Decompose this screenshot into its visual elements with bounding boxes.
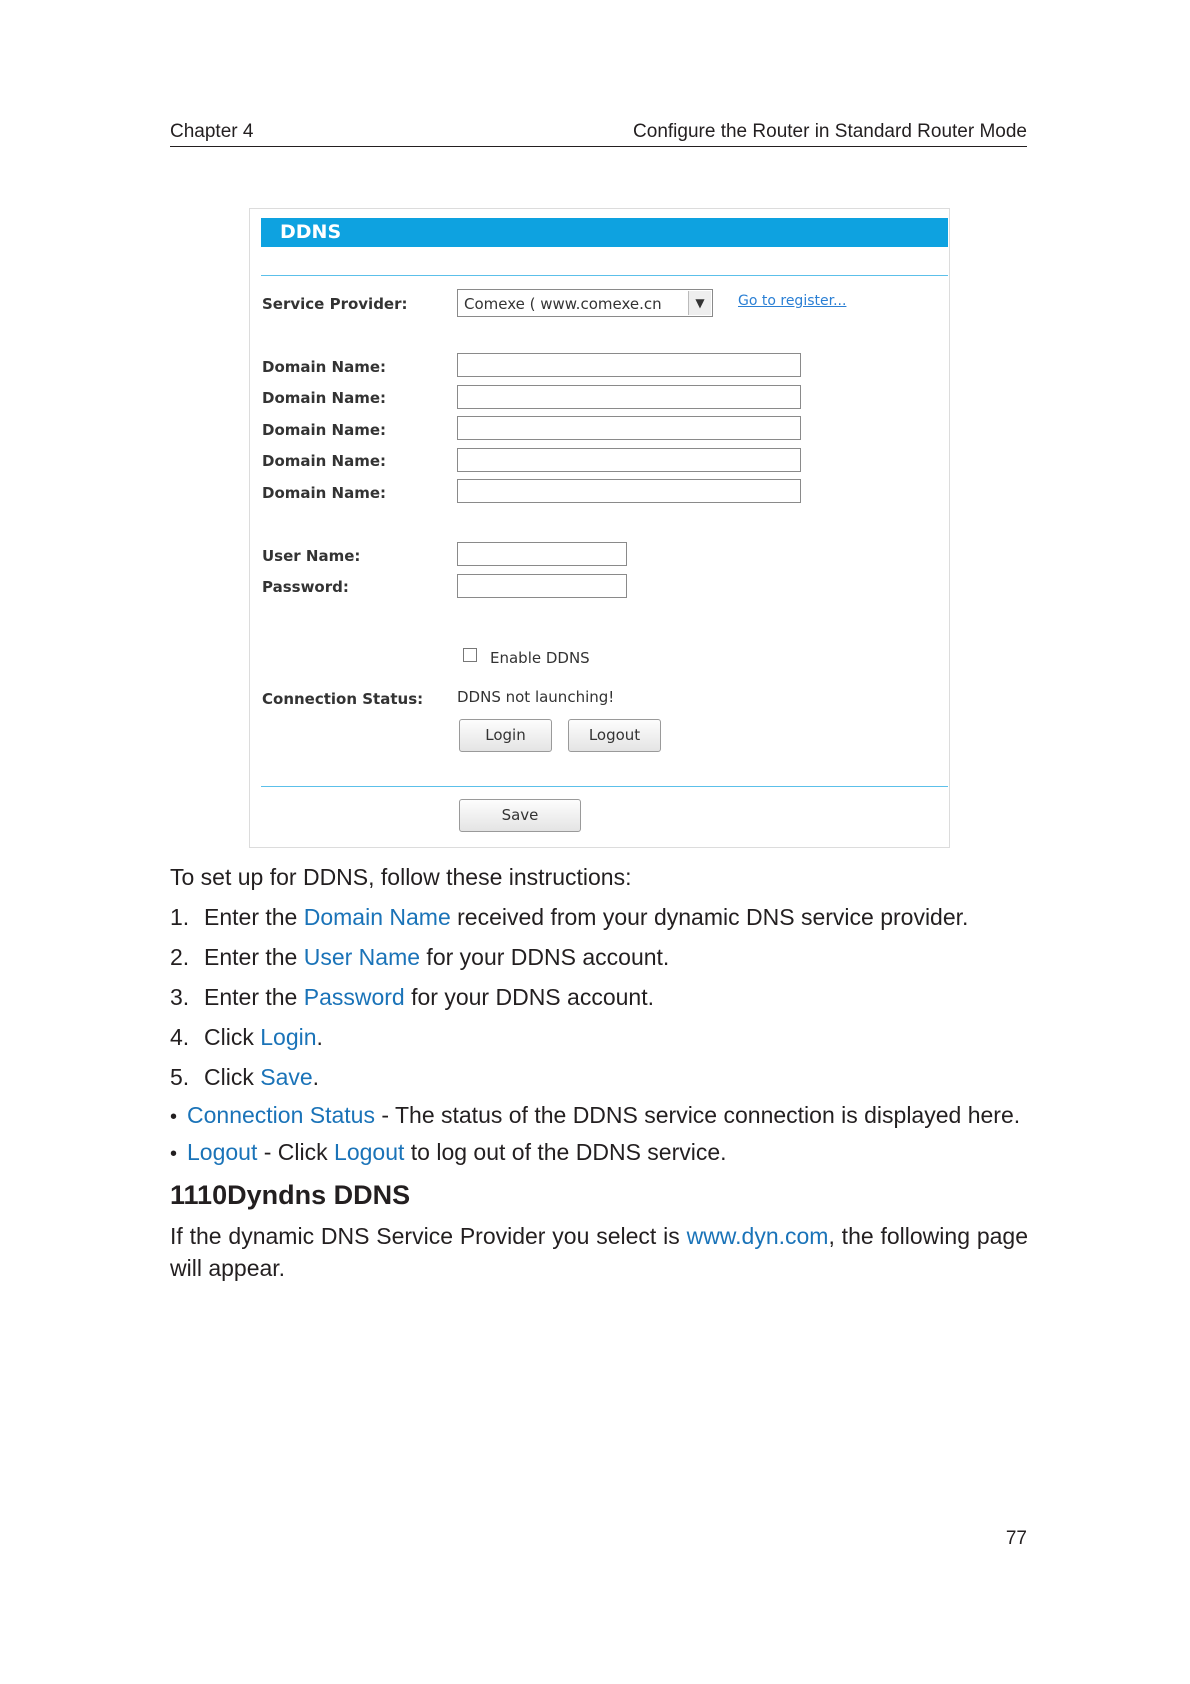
intro-text: To set up for DDNS, follow these instructions:	[170, 864, 632, 890]
term-domain-name: Domain Name	[303, 904, 451, 930]
domain-name-label: Domain Name:	[262, 421, 387, 439]
domain-name-input-4[interactable]	[457, 448, 801, 472]
closing-paragraph: If the dynamic DNS Service Provider you select is www.dyn.com, the following page will appear.	[170, 1223, 1028, 1281]
password-label: Password:	[262, 578, 349, 596]
term-logout-inline: Logout	[334, 1139, 405, 1165]
user-name-label: User Name:	[262, 547, 361, 565]
logout-button[interactable]: Logout	[568, 719, 661, 752]
step-number: 2.	[170, 944, 190, 970]
domain-name-input-5[interactable]	[457, 479, 801, 503]
top-divider	[261, 275, 948, 276]
register-link[interactable]: Go to register...	[738, 293, 847, 309]
connection-status-value: DDNS not launching!	[457, 688, 615, 706]
enable-ddns-checkbox[interactable]	[463, 648, 477, 662]
bottom-divider	[261, 786, 948, 787]
domain-name-label: Domain Name:	[262, 358, 387, 376]
step-text: Click Login.	[204, 1024, 323, 1050]
domain-name-input-1[interactable]	[457, 353, 801, 377]
service-provider-select[interactable]	[457, 289, 713, 317]
chevron-down-icon[interactable]: ▼	[688, 291, 711, 315]
ddns-screenshot	[249, 208, 950, 848]
connection-status-label: Connection Status:	[262, 690, 424, 708]
password-input[interactable]	[457, 574, 627, 598]
step-text: Click Save.	[204, 1064, 320, 1090]
step-number: 1.	[170, 904, 190, 930]
domain-name-label: Domain Name:	[262, 389, 387, 407]
step-text: Enter the User Name for your DDNS account.	[204, 944, 670, 970]
ddns-title: DDNS	[261, 218, 948, 247]
section-title: Configure the Router in Standard Router Mode	[633, 121, 1027, 142]
service-provider-label: Service Provider:	[262, 295, 408, 313]
bullet-text: Logout - Click Logout to log out of the DDNS service.	[187, 1139, 727, 1165]
user-name-input[interactable]	[457, 542, 627, 566]
login-button[interactable]: Login	[459, 719, 552, 752]
term-save: Save	[260, 1064, 313, 1090]
term-password: Password	[303, 984, 405, 1010]
term-login: Login	[260, 1024, 317, 1050]
bullet-text: Connection Status - The status of the DDNS service connection is displayed here.	[187, 1102, 1021, 1128]
save-button[interactable]: Save	[459, 799, 581, 832]
enable-ddns-label: Enable DDNS	[490, 649, 590, 667]
dyn-link[interactable]: www.dyn.com	[686, 1223, 829, 1249]
domain-name-input-3[interactable]	[457, 416, 801, 440]
term-logout: Logout	[187, 1139, 258, 1165]
step-number: 5.	[170, 1064, 190, 1090]
page-header	[170, 118, 1027, 147]
step-text: Enter the Domain Name received from your dynamic DNS service provider.	[204, 904, 969, 930]
step-number: 4.	[170, 1024, 190, 1050]
bullet-dot: •	[170, 1106, 178, 1128]
term-connection-status: Connection Status	[187, 1102, 375, 1128]
page-number: 77	[1005, 1528, 1027, 1549]
step-number: 3.	[170, 984, 190, 1010]
chapter-label: Chapter 4	[170, 121, 254, 142]
domain-name-label: Domain Name:	[262, 452, 387, 470]
service-provider-value: Comexe ( www.comexe.cn	[464, 295, 662, 313]
section-heading: 1110Dyndns DDNS	[170, 1180, 411, 1210]
domain-name-input-2[interactable]	[457, 385, 801, 409]
domain-name-label: Domain Name:	[262, 484, 387, 502]
term-user-name: User Name	[303, 944, 421, 970]
bullet-dot: •	[170, 1143, 178, 1165]
step-text: Enter the Password for your DDNS account.	[204, 984, 654, 1010]
